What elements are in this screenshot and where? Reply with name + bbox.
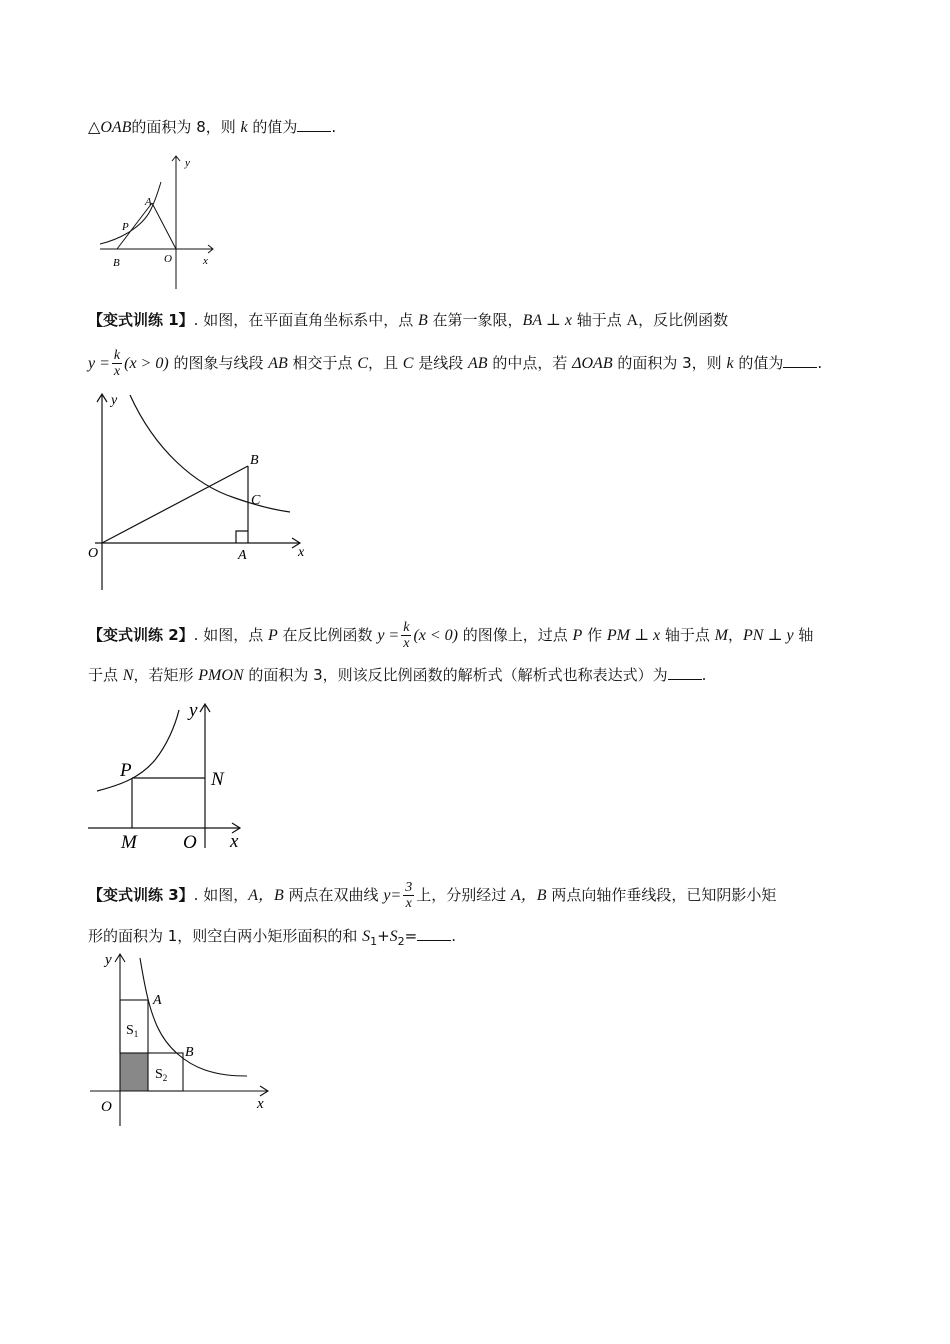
question-text: 相交于点 (287, 354, 358, 372)
fraction-denominator: x (113, 364, 121, 379)
fraction-numerator: 3 (405, 880, 413, 895)
label-B: B (185, 1045, 194, 1060)
answer-blank (297, 117, 331, 132)
label-y: y (111, 393, 118, 408)
question-text: . (331, 118, 337, 136)
label-S2 (155, 1067, 167, 1083)
math-expr: y = (88, 355, 110, 372)
question-text: . 如图，点 (193, 626, 268, 644)
question-text: 形的面积为 1，则空白两小矩形面积的和 (88, 927, 363, 945)
fraction-numerator: k (113, 348, 121, 363)
math-var: ΔOAB (572, 355, 613, 372)
label-B: B (113, 257, 120, 269)
shaded-rectangle (120, 1053, 148, 1091)
math-expr: BA ⊥ x (522, 312, 572, 329)
rectangle-S1 (120, 1000, 148, 1053)
math-var: k (726, 355, 734, 372)
question-text: . (451, 927, 457, 945)
label-S1-letter: S (126, 1023, 134, 1038)
question-text: 在第一象限， (427, 311, 523, 329)
question-text: 的中点，若 (487, 354, 573, 372)
question-text: . (817, 354, 823, 372)
question-text: . 如图， (193, 886, 249, 904)
question-text: . 如图，在平面直角坐标系中，点 (193, 311, 418, 329)
fraction (401, 620, 411, 651)
math-var: PMON (198, 667, 244, 684)
subscript: 2 (397, 935, 405, 948)
question-text: 轴 (793, 626, 814, 644)
math-var: OAB (100, 119, 132, 136)
label-O: O (88, 546, 99, 561)
answer-blank (783, 353, 817, 368)
math-var: k (240, 119, 248, 136)
math-var: C (357, 355, 368, 372)
question-text: ，反比例函数 (638, 311, 729, 329)
math-var: A，B (248, 887, 284, 904)
fraction (112, 348, 122, 379)
exercise-label: 【变式训练 3】 (88, 886, 194, 904)
figure-3 (85, 948, 285, 1133)
math-var: A，B (511, 887, 547, 904)
right-angle-mark (236, 531, 248, 543)
label-S2-letter: S (155, 1067, 163, 1082)
label-y: y (105, 952, 112, 968)
question-text: 轴于点 (571, 311, 627, 329)
math-expr: PN ⊥ y (743, 627, 794, 644)
label-y: y (185, 157, 190, 169)
label-N: N (211, 769, 224, 790)
math-var: C (402, 355, 414, 372)
question-text: ，且 (368, 354, 403, 372)
question-text: 的图像上，过点 (458, 626, 573, 644)
question-text: 的图象与线段 (168, 354, 269, 372)
label-P: P (122, 221, 129, 233)
question-text: 的面积为 3，则该反比例函数的解析式（解析式也称表达式）为 (243, 666, 668, 684)
math-var: S (389, 928, 398, 945)
label-x: x (203, 255, 208, 267)
figure-0 (95, 152, 225, 292)
question-text: 于点 (88, 666, 123, 684)
exercise-label: 【变式训练 2】 (88, 626, 194, 644)
question-text: ， (728, 626, 744, 644)
label-P: P (120, 760, 132, 781)
label-M: M (121, 832, 137, 853)
hyperbola-curve (130, 395, 290, 512)
answer-blank (668, 665, 702, 680)
figure-1 (85, 390, 315, 590)
question-text: . (701, 666, 707, 684)
question-text: 的值为 (247, 118, 298, 136)
question-text: 的面积为 8，则 (131, 118, 241, 136)
answer-blank (417, 926, 451, 941)
label-x: x (298, 545, 305, 560)
segment-AO (152, 203, 176, 249)
hyperbola-curve (97, 710, 179, 791)
rectangle-S2 (148, 1053, 183, 1091)
math-var: P (572, 627, 583, 644)
math-expr: (x > 0) (124, 355, 169, 372)
math-expr: y= (383, 887, 402, 904)
math-var: S (362, 928, 371, 945)
math-var: N (122, 667, 134, 684)
question-text: 两点向轴作垂线段，已知阴影小矩 (546, 886, 777, 904)
math-expr: y = (377, 627, 400, 644)
math-var: AB (468, 355, 488, 372)
question-text: 的值为 (733, 354, 784, 372)
question-text: 的面积为 3，则 (612, 354, 727, 372)
subscript: 1 (370, 935, 378, 948)
question-text: ，若矩形 (133, 666, 199, 684)
question-text: 作 (582, 626, 607, 644)
question-text: 在反比例函数 (277, 626, 378, 644)
math-op: = (404, 927, 418, 945)
label-C: C (251, 493, 261, 508)
label-O: O (101, 1099, 112, 1115)
label-S2-subscript: 2 (162, 1073, 168, 1083)
triangle-symbol: △ (88, 119, 101, 136)
math-expr: PM ⊥ x (606, 627, 661, 644)
exercise-2-line-1 (88, 620, 813, 651)
question-text: 轴于点 (660, 626, 715, 644)
label-A: A (145, 196, 152, 208)
question-text: 上，分别经过 (416, 886, 512, 904)
label-A: A (153, 993, 162, 1008)
math-op: + (377, 927, 390, 945)
fraction-numerator: k (403, 620, 410, 635)
label-B: B (250, 453, 259, 468)
figure-2 (85, 698, 255, 858)
fraction (403, 880, 414, 911)
segment-OB (102, 466, 248, 543)
math-expr: (x < 0) (413, 627, 458, 644)
question-text: 是线段 (413, 354, 468, 372)
exercise-2-line-2 (88, 665, 706, 686)
label-A: A (238, 548, 247, 563)
fraction-denominator: x (405, 896, 412, 911)
question-line (88, 117, 336, 138)
label-S1 (126, 1023, 138, 1039)
fraction-denominator: x (403, 636, 410, 651)
exercise-3-line-1 (88, 880, 776, 911)
label-S1-subscript: 1 (133, 1029, 139, 1039)
label-x: x (257, 1096, 264, 1112)
label-O: O (183, 832, 197, 853)
math-var: M (714, 627, 728, 644)
hyperbola-curve (100, 182, 161, 244)
math-var: P (267, 627, 278, 644)
exercise-1-line-2 (88, 348, 822, 379)
label-y: y (189, 700, 198, 721)
exercise-1-line-1 (88, 310, 728, 331)
exercise-label: 【变式训练 1】 (88, 311, 194, 329)
math-var: A (626, 312, 639, 329)
math-var: B (417, 312, 428, 329)
label-O: O (164, 253, 172, 265)
math-var: AB (268, 355, 288, 372)
label-x: x (230, 831, 239, 852)
question-text: 两点在双曲线 (283, 886, 384, 904)
